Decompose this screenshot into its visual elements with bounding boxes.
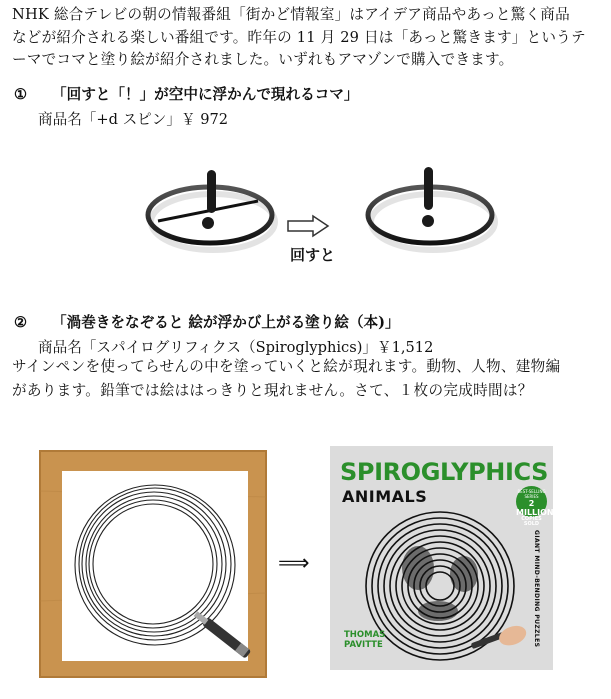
intro-line: などが紹介される楽しい番組です。昨年の 11 月 29 日は「あっと驚きます」というテ	[12, 28, 586, 46]
book-tagline: GIANT MIND-BENDING PUZZLES	[533, 530, 540, 648]
author-first-name: THOMAS	[344, 630, 386, 640]
spin-caption: 回すと	[290, 246, 336, 264]
book-author	[344, 630, 385, 650]
book-title: SPIROGLYPHICS	[340, 458, 549, 486]
item1-heading	[14, 83, 358, 104]
book-subtitle: ANIMALS	[342, 487, 428, 506]
book-cover-image	[330, 446, 553, 670]
spinner-top-spinning-image	[360, 165, 500, 260]
sales-badge	[516, 486, 554, 527]
item2-number: ②	[14, 314, 28, 331]
intro-line: NHK 総合テレビの朝の情報番組「街かど情報室」はアイデア商品やあっと驚く商品	[12, 6, 570, 23]
double-arrow-icon: ⟹	[278, 551, 310, 576]
badge-top-text: BEST-SELLING SERIES	[517, 489, 546, 499]
description-line: サインペンを使ってらせんの中を塗っていくと絵が現れます。動物、人物、建物編	[12, 358, 561, 375]
badge-bottom-text: COPIES SOLD	[521, 516, 542, 527]
spiral-drawing-photo	[40, 451, 266, 677]
item1-title: 「回すと「！」が空中に浮かんで現れるコマ」	[52, 86, 359, 103]
right-arrow-icon	[287, 215, 329, 237]
author-last-name: PAVITTE	[344, 640, 383, 650]
item2-description	[12, 355, 560, 403]
intro-paragraph	[12, 4, 604, 72]
intro-line: ーマでコマと塗り絵が紹介されました。いずれもアマゾンで購入できます。	[12, 51, 514, 68]
item2-heading	[14, 311, 400, 332]
item2-product-name: 商品名「スパイログリフィクス（Spiroglyphics)」￥1,512	[38, 339, 434, 356]
badge-mid-text: 2 MILLION	[516, 499, 554, 517]
spinner-top-still-image	[140, 165, 280, 260]
description-line: があります。鉛筆では絵ははっきりと現れません。さて、１枚の完成時間は？	[12, 382, 533, 399]
item2-title: 「渦巻きをなぞると 絵が浮かび上がる塗り絵（本)」	[52, 314, 400, 331]
item1-product-name: 商品名「+d スピン」￥ 972	[38, 111, 229, 128]
item1-number: ①	[14, 86, 28, 103]
